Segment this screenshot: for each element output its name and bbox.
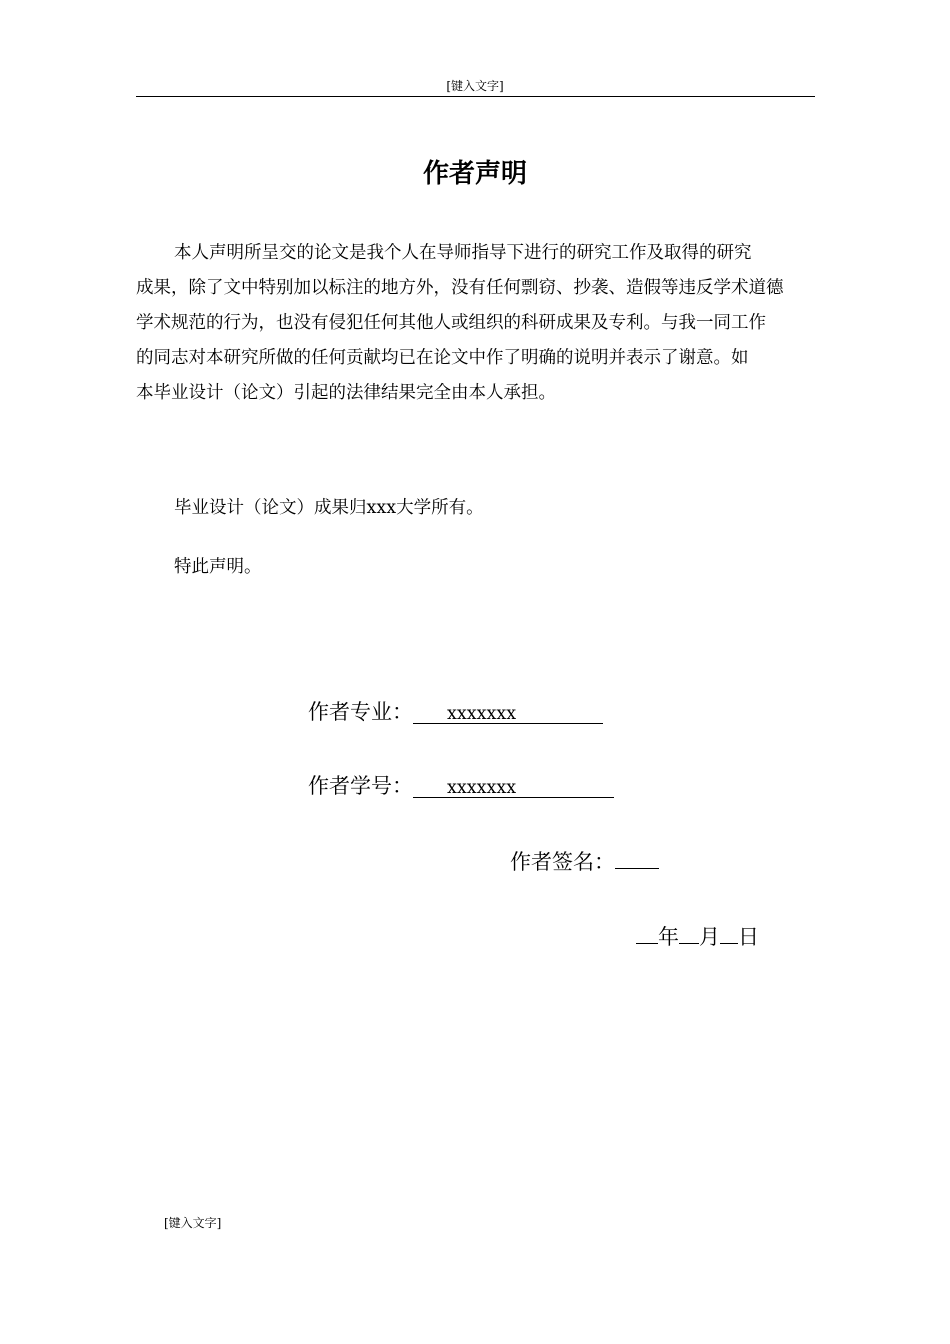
author-major-value: xxxxxxx	[447, 704, 517, 724]
page-header-text: [键入文字]	[446, 79, 504, 93]
author-signature-label: 作者签名：	[510, 850, 615, 874]
page-title: 作者声明	[422, 159, 527, 189]
author-student-id-value: xxxxxxx	[447, 778, 517, 798]
month-blank[interactable]	[679, 921, 699, 944]
day-blank[interactable]	[720, 921, 738, 944]
author-major-label: 作者专业：	[308, 700, 413, 724]
closing-statement: 特此声明。	[174, 557, 262, 577]
author-signature-blank[interactable]	[615, 846, 659, 869]
author-student-id-field	[308, 772, 614, 800]
declaration-line: 的同志对本研究所做的任何贡献均已在论文中作了明确的说明并表示了谢意。如	[136, 348, 749, 368]
declaration-line: 本毕业设计（论文）引起的法律结果完全由本人承担。	[136, 383, 556, 403]
declaration-line: 成果，除了文中特别加以标注的地方外，没有任何剽窃、抄袭、造假等违反学术道德	[136, 278, 784, 298]
author-student-id-label: 作者学号：	[308, 774, 413, 798]
author-student-id-blank[interactable]	[413, 775, 614, 798]
year-label: 年	[658, 925, 679, 949]
ownership-statement: 毕业设计（论文）成果归xxx大学所有。	[174, 498, 484, 518]
declaration-line: 本人声明所呈交的论文是我个人在导师指导下进行的研究工作及取得的研究	[174, 243, 752, 263]
month-label: 月	[699, 925, 720, 949]
day-label: 日	[738, 925, 759, 949]
author-major-blank[interactable]	[413, 701, 603, 724]
page-footer-text: [键入文字]	[164, 1216, 222, 1230]
signature-date-field	[636, 921, 759, 951]
author-major-field	[308, 698, 603, 726]
declaration-paragraph	[136, 236, 815, 411]
header-divider	[136, 96, 815, 97]
author-signature-field	[510, 846, 659, 876]
declaration-line: 学术规范的行为，也没有侵犯任何其他人或组织的科研成果及专利。与我一同工作	[136, 313, 766, 333]
year-blank[interactable]	[636, 921, 658, 944]
